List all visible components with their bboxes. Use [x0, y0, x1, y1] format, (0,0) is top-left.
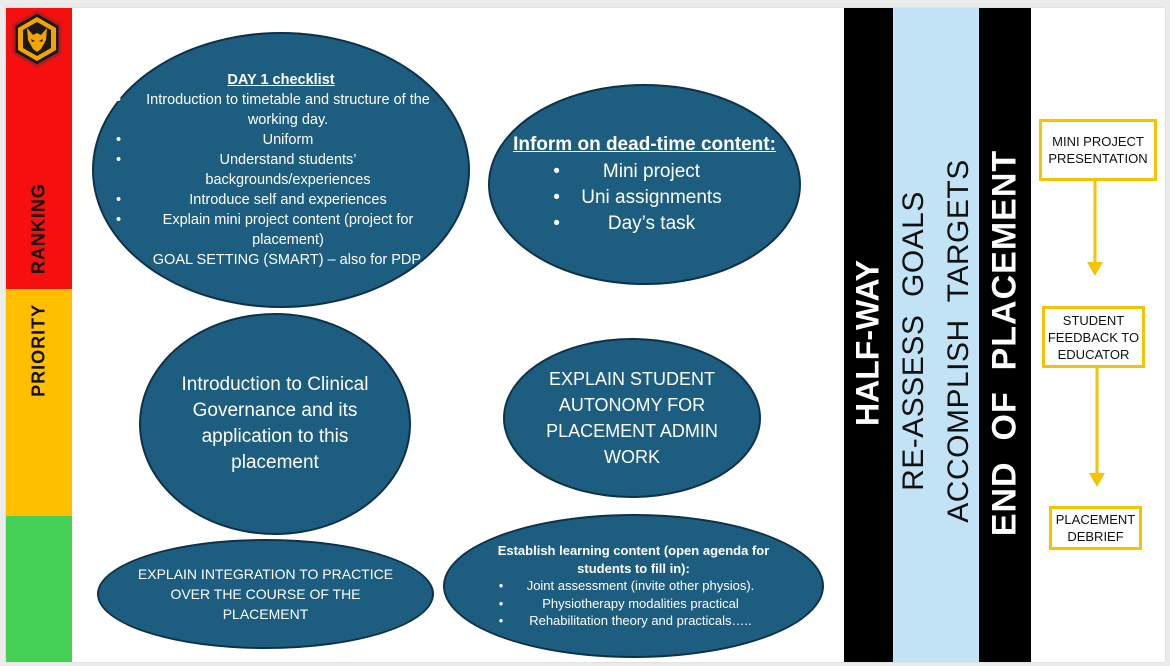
list-item: • Understand students’ backgrounds/experiences	[130, 150, 432, 190]
flow-step-label: PLACEMENT DEBRIEF	[1055, 512, 1136, 544]
list-item: • Mini project	[567, 159, 721, 185]
flow-step-label: STUDENT FEEDBACK TO EDUCATOR	[1047, 312, 1140, 362]
clinical-governance-text: Introduction to Clinical Governance and its application to this placement	[181, 374, 369, 473]
list-item: • Explain mini project content (project for placement)	[130, 210, 432, 250]
list-item: • Introduce self and experiences	[130, 190, 432, 210]
list-item: • Uni assignments	[567, 185, 721, 211]
list-item: • Rehabilitation theory and practicals…..	[513, 612, 755, 630]
flow-arrows	[6, 8, 1165, 662]
end-of-placement-label: END OF PLACEMENT	[985, 149, 1024, 537]
flow-step-mini-project	[1039, 119, 1157, 181]
day1-checklist-title: DAY 1 checklist	[227, 72, 335, 88]
slide	[6, 8, 1165, 662]
halfway-label: HALF-WAY	[849, 260, 886, 426]
student-autonomy-text: EXPLAIN STUDENT AUTONOMY FOR PLACEMENT ADMIN WORK	[546, 369, 718, 467]
learning-content-title: Establish learning content (open agenda for students to fill in):	[497, 543, 770, 576]
practice-integration-text: EXPLAIN INTEGRATION TO PRACTICE OVER THE COURSE OF THE PLACEMENT	[137, 566, 394, 622]
flow-arrow-2-head	[1089, 473, 1105, 487]
flow-step-placement-debrief	[1049, 506, 1142, 550]
list-item: • Physiotherapy modalities practical	[513, 595, 755, 613]
list-item: • Introduction to timetable and structure of the working day.	[130, 90, 432, 130]
flow-step-student-feedback	[1042, 306, 1145, 368]
accomplish-targets-label: ACCOMPLISH TARGETS	[942, 159, 975, 523]
list-item: • Day’s task	[567, 211, 721, 237]
list-item: • GOAL SETTING (SMART) – also for PDP.	[130, 250, 432, 270]
priority-ranking-label: PRIORITY RANKING	[28, 183, 49, 397]
list-item: • Uniform	[130, 130, 432, 150]
flow-step-label: MINI PROJECT PRESENTATION	[1048, 134, 1148, 166]
dead-time-title: Inform on dead-time content:	[513, 133, 776, 155]
flow-arrow-1-head	[1087, 262, 1103, 276]
list-item: • Joint assessment (invite other physios).	[513, 577, 755, 595]
reassess-goals-label: RE-ASSESS GOALS	[897, 191, 930, 491]
